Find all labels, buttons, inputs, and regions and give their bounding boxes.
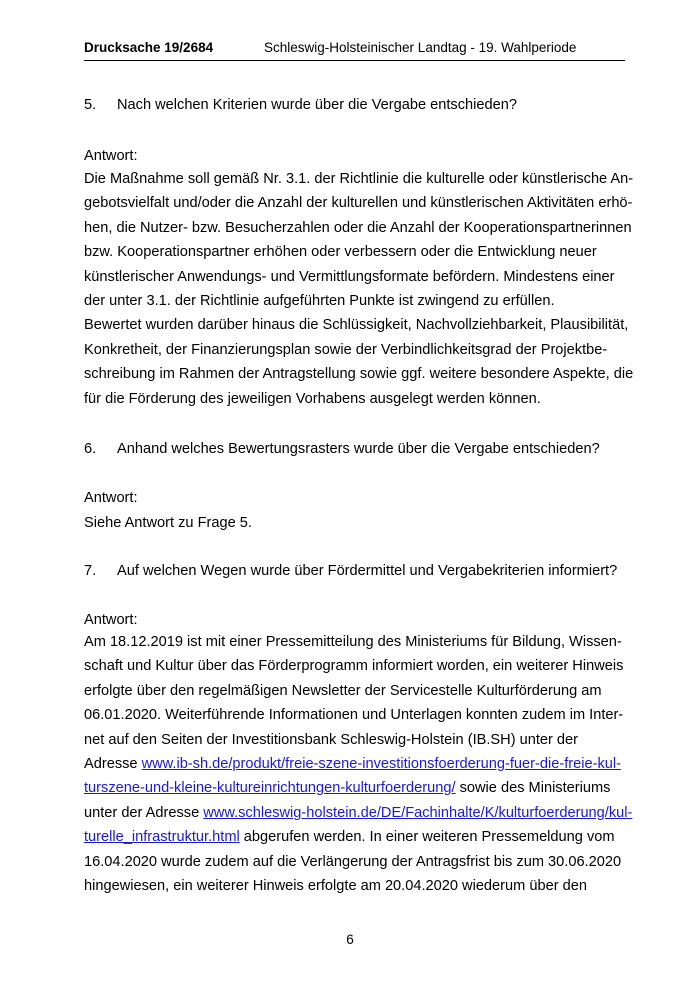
answer-line: Konkretheit, der Finanzierungsplan sowie der Verbindlichkeitsgrad der Projektbe- xyxy=(84,341,608,358)
answer-line xyxy=(84,801,633,825)
answer-label-7: Antwort: xyxy=(84,612,138,628)
header-title: Schleswig-Holsteinischer Landtag - 19. Wahlperiode xyxy=(264,40,577,55)
answer-line: Bewertet wurden darüber hinaus die Schlüssigkeit, Nachvollziehbarkeit, Plausibilität, xyxy=(84,317,629,334)
answer-line xyxy=(84,752,629,776)
question-text: Anhand welches Bewertungsrasters wurde über die Vergabe entschieden? xyxy=(117,441,600,457)
answer-label-6: Antwort: xyxy=(84,490,138,506)
answer-line: der unter 3.1. der Richtlinie aufgeführten Punkte ist zwingend zu erfüllen. xyxy=(84,293,555,310)
answer-text: Adresse xyxy=(84,756,142,773)
answer-line xyxy=(84,776,629,800)
question-7 xyxy=(84,561,629,581)
answer-5 xyxy=(84,167,634,411)
question-text: Auf welchen Wegen wurde über Fördermittel und Vergabekriterien informiert? xyxy=(117,563,618,579)
answer-line: gebotsvielfalt und/oder die Anzahl der kulturellen und künstlerischen Aktivitäten erhö- xyxy=(84,195,633,212)
answer-line: 06.01.2020. Weiterführende Informationen und Unterlagen konnten zudem im Inter- xyxy=(84,707,624,724)
answer-line: künstlerischer Anwendungs- und Vermittlungsformate befördern. Mindestens einer xyxy=(84,268,615,285)
answer-text: sowie des Ministeriums xyxy=(455,780,611,797)
answer-line: hingewiesen, ein weiterer Hinweis erfolgte am 20.04.2020 wiederum über den xyxy=(84,878,587,895)
answer-line: erfolgte über den regelmäßigen Newsletter der Servicestelle Kulturförderung am xyxy=(84,682,602,699)
answer-line: bzw. Kooperationspartner erhöhen oder verbessern oder die Entwicklung neuer xyxy=(84,244,597,261)
answer-line: schaft und Kultur über das Förderprogramm informiert worden, ein weiterer Hinweis xyxy=(84,658,624,675)
question-number: 6. xyxy=(84,441,97,457)
schleswig-holstein-link-continued[interactable]: turelle_infrastruktur.html xyxy=(84,829,240,846)
ib-sh-link-continued[interactable]: turszene-und-kleine-kultureinrichtungen-kulturfoerderung/ xyxy=(84,780,456,797)
answer-line xyxy=(84,825,629,849)
page-number: 6 xyxy=(346,932,354,947)
document-number: Drucksache 19/2684 xyxy=(84,40,214,55)
page-header xyxy=(84,38,625,61)
answer-line: hen, die Nutzer- bzw. Besucherzahlen oder die Anzahl der Kooperationspartnerinnen xyxy=(84,219,632,236)
question-number: 5. xyxy=(84,97,97,113)
answer-6: Siehe Antwort zu Frage 5. xyxy=(84,515,252,531)
ib-sh-link[interactable]: www.ib-sh.de/produkt/freie-szene-investitionsfoerderung-fuer-die-freie-kul- xyxy=(141,756,621,773)
answer-line: 16.04.2020 wurde zudem auf die Verlängerung der Antragsfrist bis zum 30.06.2020 xyxy=(84,853,622,870)
answer-line: Die Maßnahme soll gemäß Nr. 3.1. der Richtlinie die kulturelle oder künstlerische An- xyxy=(84,171,634,187)
question-text: Nach welchen Kriterien wurde über die Vergabe entschieden? xyxy=(117,97,517,113)
answer-line: schreibung im Rahmen der Antragstellung sowie ggf. weitere besondere Aspekte, die xyxy=(84,366,634,383)
answer-text: abgerufen werden. In einer weiteren Pressemeldung vom xyxy=(239,829,615,846)
question-5 xyxy=(84,95,629,115)
answer-line: net auf den Seiten der Investitionsbank Schleswig-Holstein (IB.SH) unter der xyxy=(84,731,579,748)
answer-text: unter der Adresse xyxy=(84,804,204,821)
question-number: 7. xyxy=(84,563,97,579)
answer-7 xyxy=(84,630,633,898)
question-6 xyxy=(84,439,629,459)
schleswig-holstein-link[interactable]: www.schleswig-holstein.de/DE/Fachinhalte/K/kulturfoerderung/kul- xyxy=(203,804,633,821)
answer-label-5: Antwort: xyxy=(84,148,138,164)
answer-line: für die Förderung des jeweiligen Vorhabens ausgelegt werden können. xyxy=(84,390,541,407)
answer-line: Am 18.12.2019 ist mit einer Pressemitteilung des Ministeriums für Bildung, Wissen- xyxy=(84,634,622,650)
